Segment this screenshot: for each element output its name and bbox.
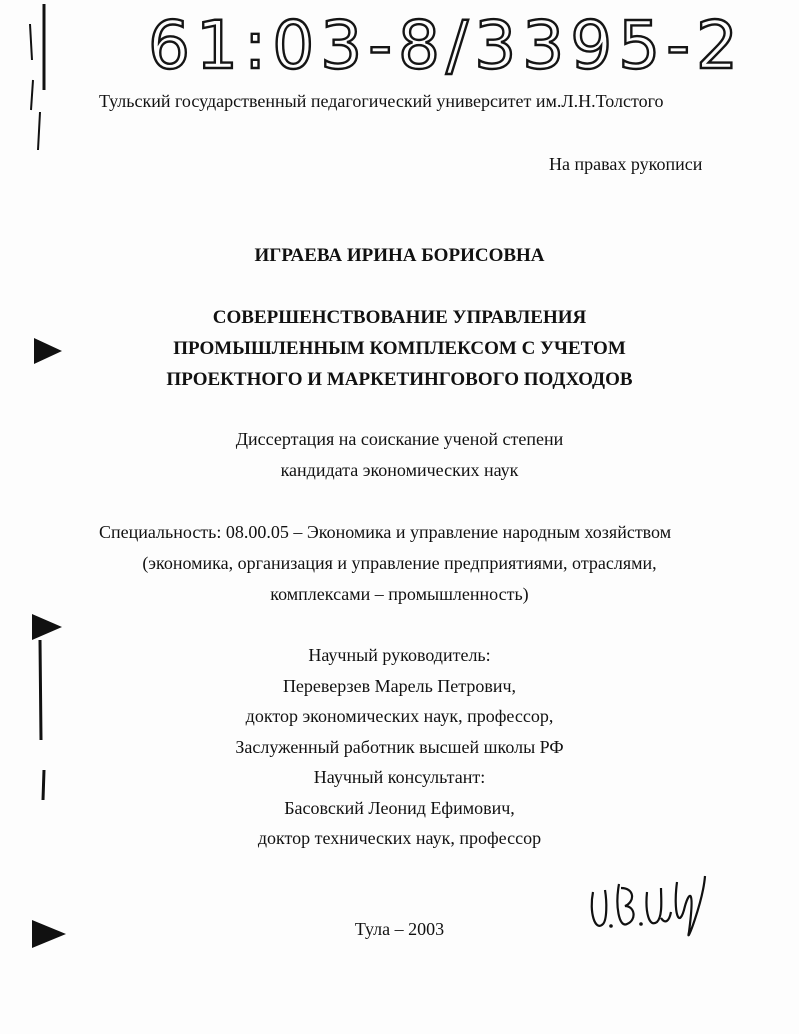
supervisor-name: Переверзев Марель Петрович,: [282, 675, 517, 696]
supervisor-degree: доктор экономических наук, профессор,: [245, 706, 554, 726]
author-block: [0, 240, 799, 271]
margin-stroke-top-2: [30, 24, 40, 150]
dissertation-title: [0, 302, 799, 395]
degree-line: Диссертация на соискание ученой степени: [235, 429, 564, 449]
supervisor-honor: Заслуженный работник высшей школы РФ: [235, 736, 564, 757]
specialty-line: (экономика, организация и управление предприятиями, отраслями,: [142, 553, 657, 573]
archive-code-handwritten: [142, 0, 762, 86]
title-line: ПРОЕКТНОГО И МАРКЕТИНГОВОГО ПОДХОДОВ: [166, 369, 633, 390]
specialty-line: комплексами – промышленность): [270, 583, 529, 604]
place-year-block: [0, 914, 799, 945]
supervisor-heading: Научный руководитель:: [308, 645, 491, 665]
title-line: ПРОМЫШЛЕННЫМ КОМПЛЕКСОМ С УЧЕТОМ: [173, 338, 626, 359]
specialty-line: Специальность: 08.00.05 – Экономика и управление народным хозяйством: [99, 522, 672, 542]
consultant-name: Басовский Леонид Ефимович,: [284, 797, 515, 818]
title-line: СОВЕРШЕНСТВОВАНИЕ УПРАВЛЕНИЯ: [212, 307, 587, 328]
university-name: Тульский государственный педагогический университет им.Л.Н.Толстого: [99, 91, 664, 111]
consultant-heading: Научный консультант:: [313, 767, 486, 787]
degree-block: [0, 424, 799, 485]
author-name: ИГРАЕВА ИРИНА БОРИСОВНА: [254, 245, 545, 266]
place-year: Тула – 2003: [354, 919, 445, 939]
specialty-continuation: [0, 548, 799, 609]
manuscript-rights: На правах рукописи: [549, 154, 703, 174]
degree-line: кандидата экономических наук: [280, 459, 519, 480]
archive-code-text: 61:03-8/3395-2: [148, 7, 745, 84]
margin-arrow-2: [32, 614, 62, 640]
supervisors-block: [0, 640, 799, 854]
consultant-degree: доктор технических наук, профессор: [257, 828, 542, 848]
scan-margin-marks: [0, 0, 80, 1034]
